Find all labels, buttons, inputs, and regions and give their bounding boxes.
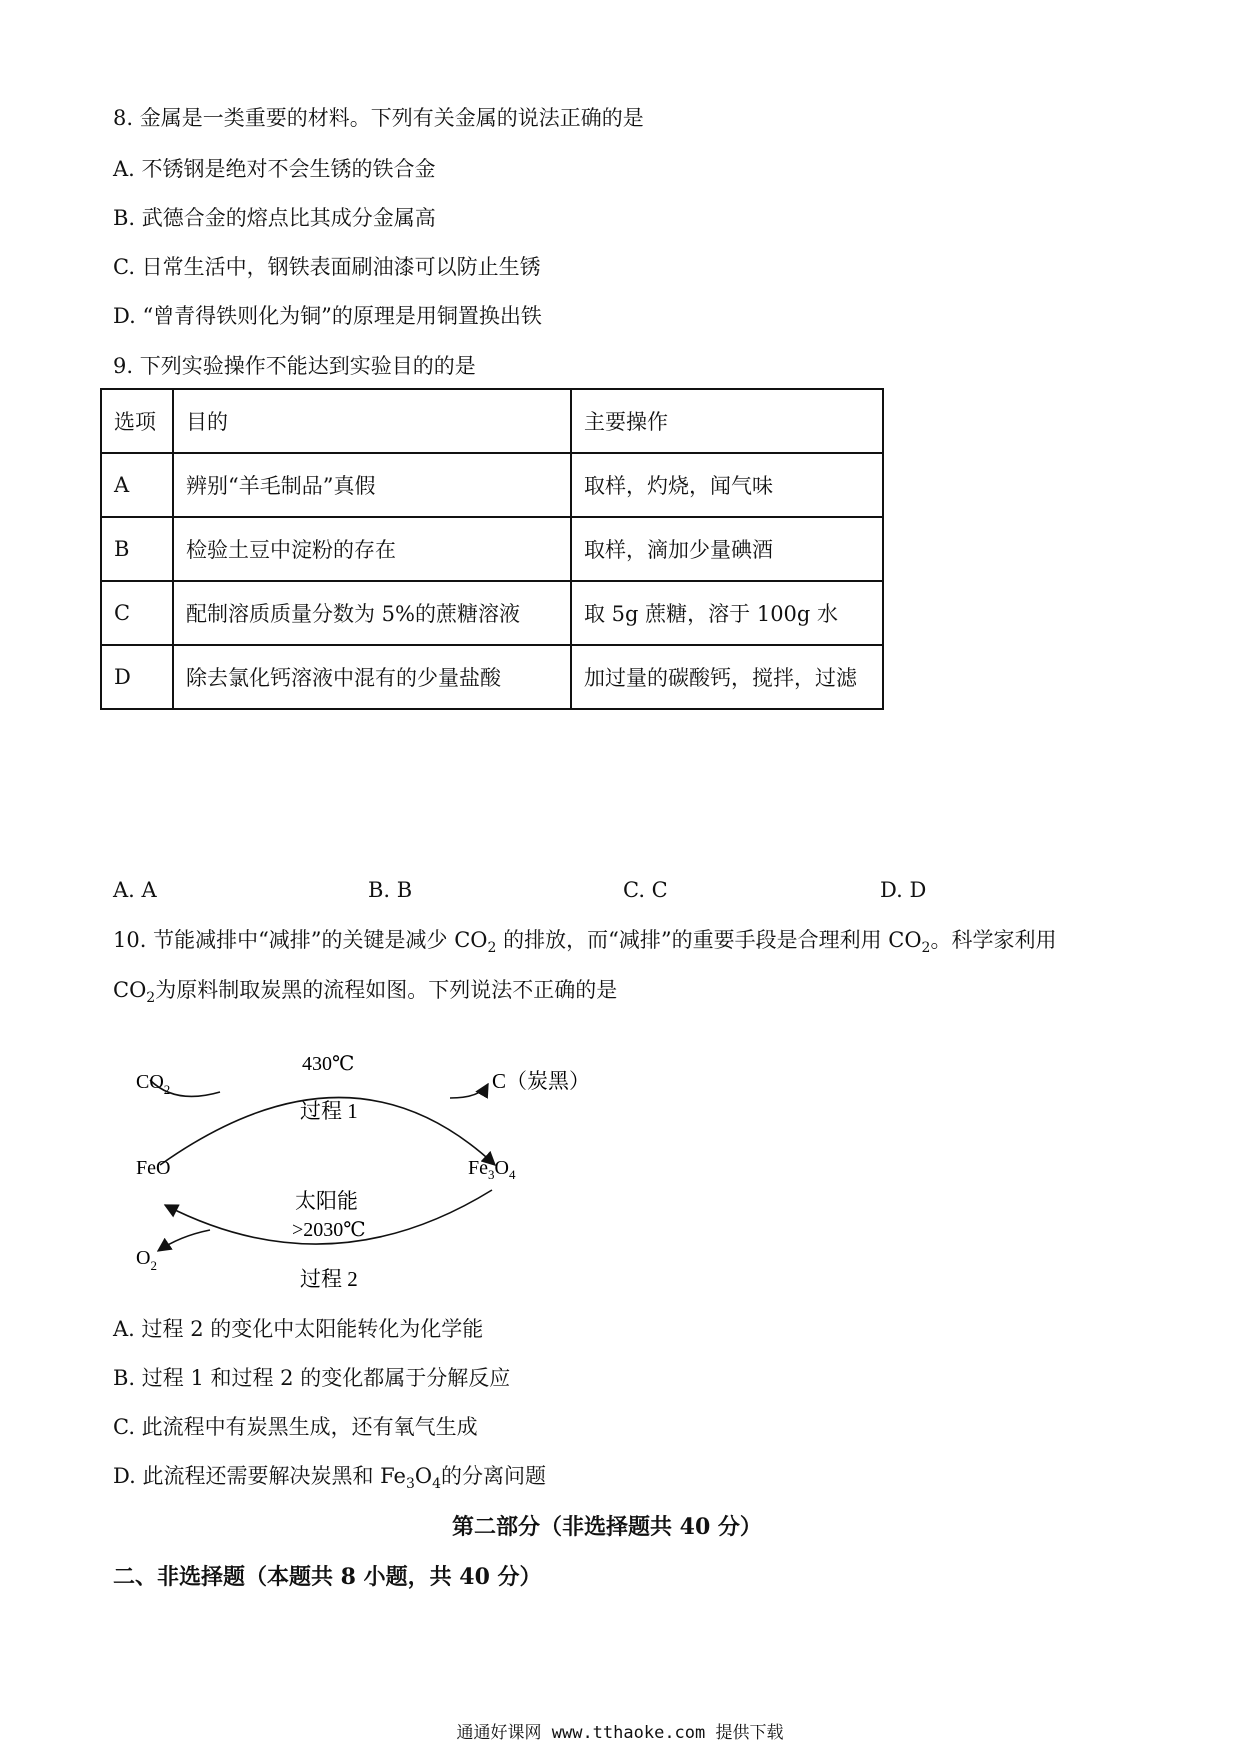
carbon-label: C（炭黑）	[492, 1069, 591, 1093]
q10-option-d-text: O	[414, 1464, 433, 1488]
table-row	[101, 645, 883, 709]
feo-label: FeO	[136, 1157, 171, 1179]
process2-label: 过程 2	[300, 1267, 358, 1291]
table-cell: A	[101, 453, 173, 517]
subscript: 3	[405, 1476, 415, 1493]
q10-option-b: B. 过程 1 和过程 2 的变化都属于分解反应	[113, 1366, 511, 1390]
table-cell: 取样，灼烧，闻气味	[571, 453, 883, 517]
q9-table	[100, 388, 884, 710]
table-cell: 检验土豆中淀粉的存在	[173, 517, 571, 581]
subscript: 4	[432, 1476, 442, 1493]
table-header-cell: 选项	[101, 389, 173, 453]
subscript: 2	[487, 940, 497, 957]
part2-title: 第二部分（非选择题共 40 分）	[452, 1514, 762, 1540]
o2-label: $O_2$	[136, 1247, 157, 1273]
solar-label: 太阳能	[295, 1189, 358, 1213]
table-cell: D	[101, 645, 173, 709]
o2-outlet-arrow	[158, 1230, 210, 1251]
section2-title: 二、非选择题（本题共 8 小题，共 40 分）	[113, 1564, 542, 1590]
temp2-label: >2030℃	[292, 1219, 366, 1241]
table-cell: 取样，滴加少量碘酒	[571, 517, 883, 581]
flow-diagram	[120, 1050, 620, 1300]
q10-stem-line2	[113, 976, 617, 1012]
table-cell: 取 5g 蔗糖，溶于 100g 水	[571, 581, 883, 645]
co2-label: $CO_2$	[136, 1071, 171, 1097]
process1-label: 过程 1	[300, 1099, 358, 1123]
q9-option-d: D. D	[880, 878, 927, 902]
q10-stem-text: CO	[113, 978, 147, 1002]
q10-stem-line1	[113, 926, 1056, 962]
table-cell: C	[101, 581, 173, 645]
q8-option-a: A. 不锈钢是绝对不会生锈的铁合金	[113, 157, 436, 181]
table-cell: 加过量的碳酸钙，搅拌，过滤	[571, 645, 883, 709]
q9-stem: 9. 下列实验操作不能达到实验目的的是	[113, 354, 476, 378]
footer: 通通好课网 www.tthaoke.com 提供下载	[456, 1723, 784, 1743]
table-row	[101, 581, 883, 645]
q10-option-d-text: D. 此流程还需要解决炭黑和 Fe	[113, 1464, 406, 1488]
table-cell: 配制溶质质量分数为 5%的蔗糖溶液	[173, 581, 571, 645]
table-cell: B	[101, 517, 173, 581]
subscript: 2	[146, 990, 156, 1007]
temp1-label: 430℃	[302, 1053, 355, 1075]
carbon-outlet-arrow	[450, 1084, 488, 1098]
table-cell: 辨别“羊毛制品”真假	[173, 453, 571, 517]
q10-stem-text: 的排放，而“减排”的重要手段是合理利用 CO	[496, 928, 922, 952]
fe3o4-label: $Fe_3O_4$	[468, 1157, 516, 1182]
q9-option-a: A. A	[113, 878, 157, 902]
q8-option-c: C. 日常生活中，钢铁表面刷油漆可以防止生锈	[113, 255, 541, 279]
q10-option-a: A. 过程 2 的变化中太阳能转化为化学能	[113, 1317, 484, 1341]
q10-stem-text: 。科学家利用	[930, 928, 1057, 952]
q9-options	[113, 878, 1013, 908]
q8-option-b: B. 武德合金的熔点比其成分金属高	[113, 206, 436, 230]
q8-stem: 8. 金属是一类重要的材料。下列有关金属的说法正确的是	[113, 106, 644, 130]
subscript: 2	[921, 940, 931, 957]
table-header-cell: 主要操作	[571, 389, 883, 453]
table-row	[101, 453, 883, 517]
table-row	[101, 517, 883, 581]
q10-option-c: C. 此流程中有炭黑生成，还有氧气生成	[113, 1415, 478, 1439]
q10-option-d-text: 的分离问题	[441, 1464, 547, 1488]
q8-option-d: D. “曾青得铁则化为铜”的原理是用铜置换出铁	[113, 304, 542, 328]
table-header-row	[101, 389, 883, 453]
q9-option-c: C. C	[623, 878, 668, 902]
q9-option-b: B. B	[368, 878, 413, 902]
q10-stem-text: 为原料制取炭黑的流程如图。下列说法不正确的是	[155, 978, 618, 1002]
q10-option-d	[113, 1462, 546, 1498]
q10-stem-text: 10. 节能减排中“减排”的关键是减少 CO	[113, 928, 488, 952]
table-cell: 除去氯化钙溶液中混有的少量盐酸	[173, 645, 571, 709]
table-header-cell: 目的	[173, 389, 571, 453]
